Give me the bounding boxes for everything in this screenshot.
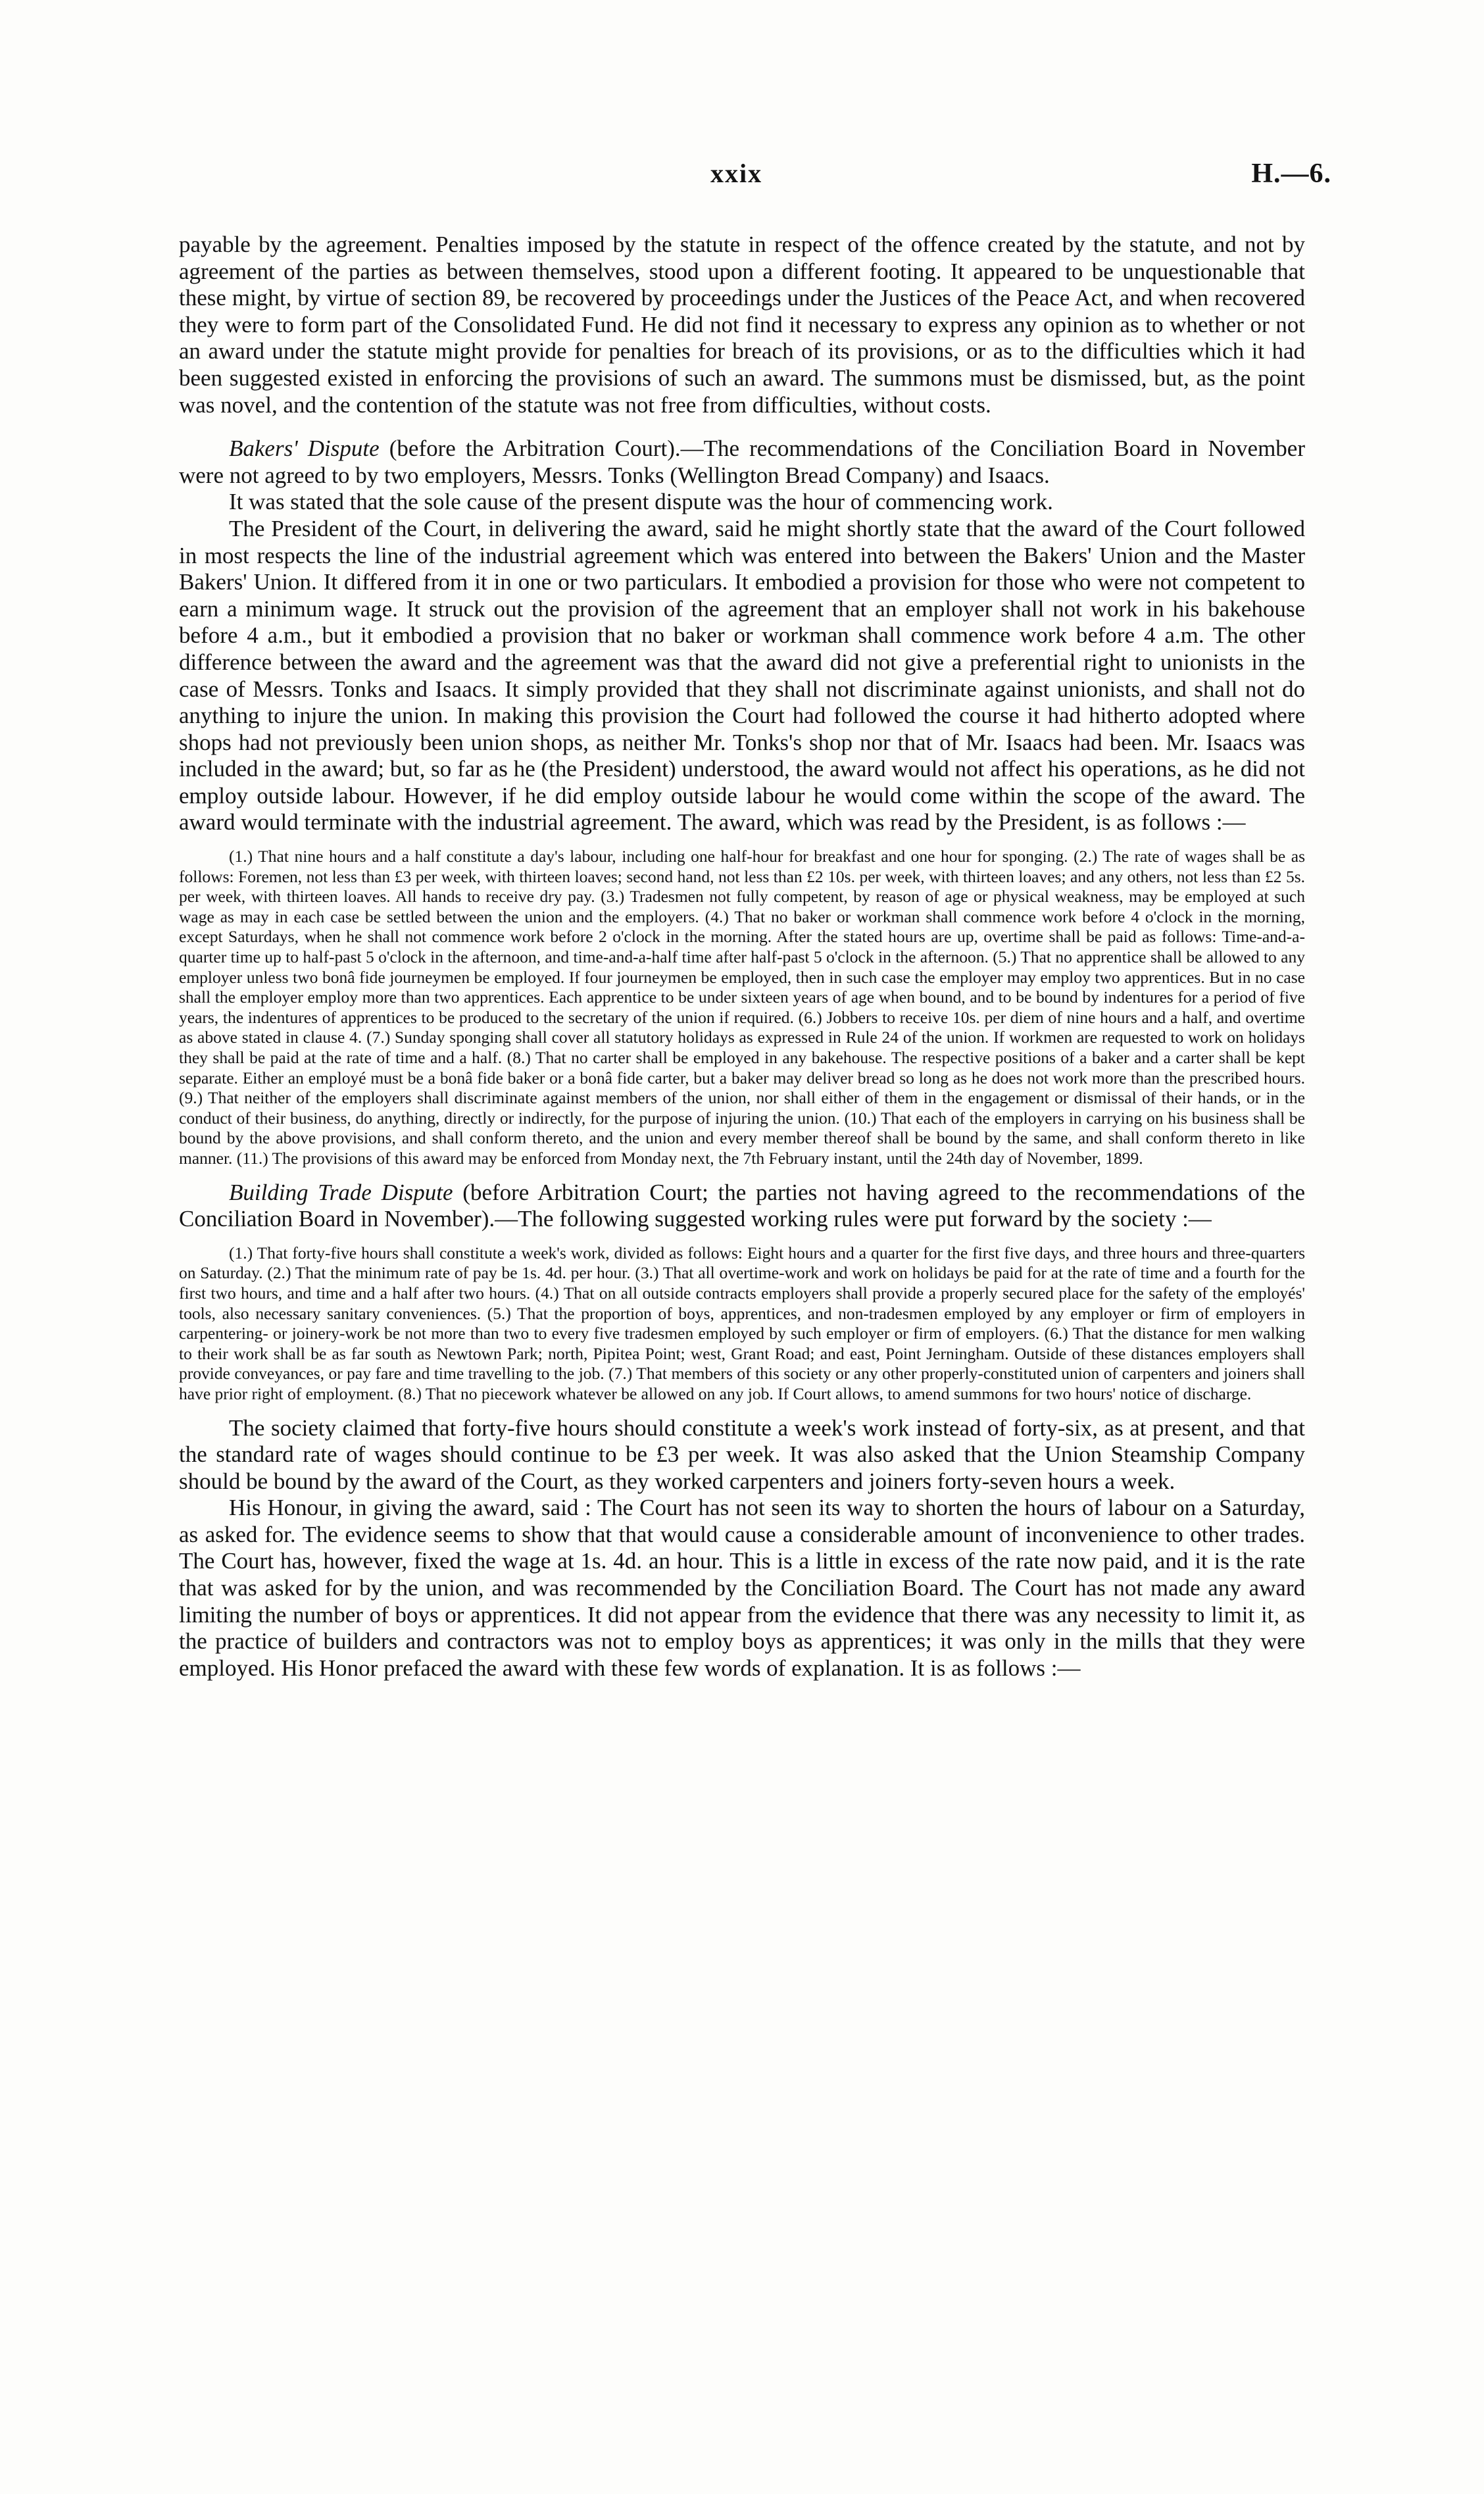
bakers-dispute-intro: (before the Arbitration Court).—The recommendations of the Conciliation Board in November were not agreed to by two employers, Messrs. Tonks (Wellington Bread Company) and Isaacs.	[179, 436, 1305, 488]
paragraph-society-claims: The society claimed that forty-five hours should constitute a week's work instead of forty-six, as at present, and that the standard rate of wages should continue to be £3 per week. It was also asked that the Union Steamship Company should be bound by the award of the Court, as they worked carpenters and joiners forty-seven hours a week.	[179, 1414, 1305, 1494]
paragraph-cause-of-dispute: It was stated that the sole cause of the present dispute was the hour of commencing work.	[229, 489, 1053, 515]
building-working-rules: (1.) That forty-five hours shall constitute a week's work, divided as follows: Eight hours and a quarter for the first five days, and three hours and three-quarters on Saturday. (2.) That the minimum rate of pay be 1s. 4d. per hour. (3.) That all overtime-work and work on holidays be paid for at the rate of time and a fourth for the first two hours, and time and a half after two hours. (4.) That on all outside contracts employers shall provide a properly secured place for the safety of the employés' tools, also necessary sanitary conveniences. (5.) That the proportion of boys, apprentices, and non-tradesmen employed by any employer or firm of employers in carpentering- or joinery-work be not more than two to every five tradesmen employed by such employer or firm of employers. (6.) That the distance for men walking to their work shall be as far south as Newtown Park; north, Pipitea Point; west, Grant Road; and east, Point Jerningham. Outside of these distances employers shall provide conveyances, or pay fare and time travelling to the job. (7.) That members of this society or any other properly-constituted union of carpenters and joiners shall have prior right of employment. (8.) That no piecework whatever be allowed on any job. If Court allows, to amend summons for two hours' notice of discharge.	[179, 1243, 1305, 1403]
paragraph-his-honour-award: His Honour, in giving the award, said : The Court has not seen its way to shorten the hours of labour on a Saturday, as asked for. The evidence seems to show that that would cause a considerable amount of inconvenience to other trades. The Court has, however, fixed the wage at 1s. 4d. an hour. This is a little in excess of the rate now paid, and it is the rate that was asked for by the union, and was recommended by the Conciliation Board. The Court has not made any award limiting the number of boys or apprentices. It did not appear from the evidence that there was any necessity to limit it, as the practice of builders and contractors was not to employ boys as apprentices; it was only in the mills that they were employed. His Honor prefaced the award with these few words of explanation. It is as follows :—	[179, 1495, 1305, 1681]
page-header	[0, 158, 1484, 204]
section-title-bakers-dispute: Bakers' Dispute	[229, 436, 380, 462]
paragraph-bakers-dispute	[179, 436, 1305, 489]
building-trade-intro: (before Arbitration Court; the parties not having agreed to the recommendations of the Conciliation Board in November).—The following suggested working rules were put forward by the society :—	[179, 1179, 1305, 1232]
page-body	[179, 232, 1305, 1682]
document-reference: H.—6.	[1251, 159, 1331, 189]
paragraph-continuation: payable by the agreement. Penalties imposed by the statute in respect of the offence created by the statute, and not by agreement of the parties as between themselves, stood upon a different footing. It appeared to be unquestionable that these might, by virtue of section 89, be recovered by proceedings under the Justices of the Peace Act, and when recovered they were to form part of the Consolidated Fund. He did not find it necessary to express any opinion as to whether or not an award under the statute might provide for penalties for breach of its provisions, or as to the difficulties which it had been suggested existed in enforcing the provisions of such an award. The summons must be dismissed, but, as the point was novel, and the contention of the statute was not free from difficulties, without costs.	[179, 232, 1305, 418]
paragraph-president-award: The President of the Court, in delivering the award, said he might shortly state that the award of the Court followed in most respects the line of the industrial agreement which was entered into between the Bakers' Union and the Master Bakers' Union. It differed from it in one or two particulars. It embodied a provision for those who were not competent to earn a minimum wage. It struck out the provision of the agreement that an employer shall not work in his bakehouse before 4 a.m., but it embodied a provision that no baker or workman shall commence work before 4 a.m. The other difference between the award and the agreement was that the award did not give a preferential right to unionists in the case of Messrs. Tonks and Isaacs. It simply provided that they shall not discriminate against unionists, and shall not do anything to injure the union. In making this provision the Court had followed the course it had hitherto adopted where shops had not previously been union shops, as neither Mr. Tonks's shop nor that of Mr. Isaacs had been. Mr. Isaacs was included in the award; but, so far as he (the President) understood, the award would not affect his operations, as he did not employ outside labour. However, if he did employ outside labour he would come within the scope of the award. The award would terminate with the industrial agreement. The award, which was read by the President, is as follows :—	[179, 515, 1305, 835]
bakers-award-clauses: (1.) That nine hours and a half constitute a day's labour, including one half-hour for breakfast and one hour for sponging. (2.) The rate of wages shall be as follows: Foremen, not less than £3 per week, with thirteen loaves; second hand, not less than £2 10s. per week, with thirteen loaves; and any others, not less than £2 5s. per week, with thirteen loaves. All hands to receive dry pay. (3.) Tradesmen not fully competent, by reason of age or physical weakness, may be employed at such wage as may in each case be settled between the union and the employers. (4.) That no baker or workman shall commence work before 4 o'clock in the morning, except Saturdays, when he shall not commence work before 2 o'clock in the morning. After the stated hours are up, overtime shall be paid as follows: Time-and-a-quarter time up to half-past 5 o'clock in the afternoon, and time-and-a-half time after half-past 5 o'clock in the afternoon. (5.) That no apprentice shall be allowed to any employer unless two bonâ fide journeymen be employed. If four journeymen be employed, then in such case the employer may employ two apprentices. But in no case shall the employer employ more than two apprentices. Each apprentice to be under sixteen years of age when bound, and to be bound by indentures for a period of five years, the indentures of apprentices to be produced to the secretary of the union if required. (6.) Jobbers to receive 10s. per diem of nine hours and a half, and overtime as above stated in clause 4. (7.) Sunday sponging shall cover all statutory holidays as expressed in Rule 24 of the union. If workmen are requested to work on holidays they shall be paid at the rate of time and a half. (8.) That no carter shall be employed in any bakehouse. The respective positions of a baker and a carter shall be kept separate. Either an employé must be a bonâ fide baker or a bonâ fide carter, but a baker may deliver bread so long as he does not work more than the prescribed hours. (9.) That neither of the employers shall discriminate against members of the union, nor shall either of them in the engagement or dismissal of their hands, or in the conduct of their business, do anything, directly or indirectly, for the purpose of injuring the union. (10.) That each of the employers in carrying on his business shall be bound by the above provisions, and shall conform thereto, and the union and every member thereof shall be bound by the same, and shall conform thereto in like manner. (11.) The provisions of this award may be enforced from Monday next, the 7th February instant, until the 24th day of November, 1899.	[179, 847, 1305, 1168]
section-title-building-trade-dispute: Building Trade Dispute	[229, 1179, 453, 1205]
paragraph-building-trade-dispute	[179, 1180, 1305, 1233]
page-number: xxix	[710, 159, 763, 188]
